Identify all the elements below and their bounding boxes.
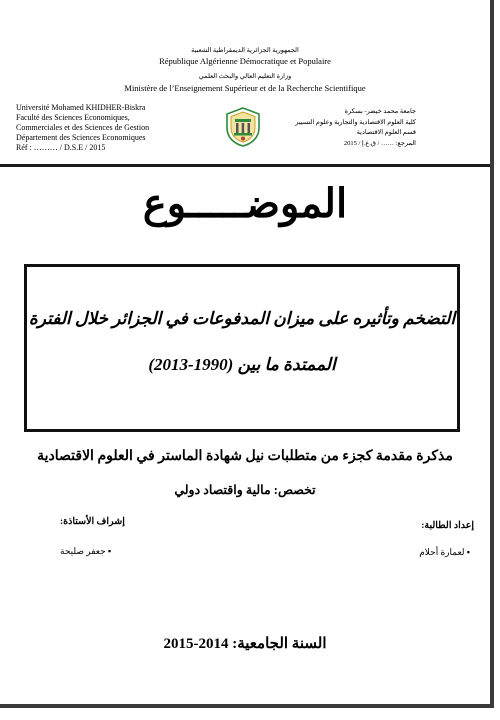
republic-arabic: الجمهورية الجزائرية الديمقراطية الشعبية xyxy=(191,47,299,54)
bullet-icon: ▪ xyxy=(464,547,470,557)
university-name-ar: جامعة محمد خيضر- بسكرة xyxy=(344,108,416,115)
reference-ar: المرجع: …… / ق.ع.إ / 2015 xyxy=(343,139,416,147)
thesis-title-line-1: التضخم وتأثيره على ميزان المدفوعات في الجزائر خلال الفترة xyxy=(28,309,456,328)
university-emblem-icon xyxy=(224,106,262,148)
faculty-line-1: Faculté des Sciences Economiques, xyxy=(16,113,130,122)
student-name-text: لعمارة أحلام xyxy=(419,547,465,557)
page-border-right xyxy=(490,0,494,704)
specialty: تخصص: مالية واقتصاد دولي xyxy=(174,483,316,497)
header-separator xyxy=(0,164,490,167)
student-name xyxy=(419,547,470,558)
supervisor-name-text: جعفر صليحة xyxy=(60,546,106,556)
ministry-french: Ministère de l’Enseignement Supérieur et de la Recherche Scientifique xyxy=(124,83,366,93)
academic-year: السنة الجامعية: 2014-2015 xyxy=(163,636,327,652)
faculty-line-2: Commerciales et des Sciences de Gestion xyxy=(16,123,150,132)
university-french xyxy=(16,103,149,153)
republic-french: République Algérienne Démocratique et Populaire xyxy=(159,56,331,66)
faculty-ar: كلية العلوم الاقتصادية والتجارية وعلوم التسيير xyxy=(295,118,416,126)
thesis-title-line-2: الممتدة ما بين (1990-2013) xyxy=(148,355,336,374)
supervisor-name xyxy=(60,546,111,557)
subject-heading: الموضـــــوع xyxy=(142,181,348,226)
university-name: Université Mohamed KHIDHER-Biskra xyxy=(16,103,146,112)
memo-statement: مذكرة مقدمة كجزء من متطلبات نيل شهادة الماستر في العلوم الاقتصادية xyxy=(37,449,453,464)
student-label: إعداد الطالبة: xyxy=(421,521,474,531)
supervisor-label: إشراف الأستاذة: xyxy=(60,517,125,527)
thesis-title-box xyxy=(24,264,460,432)
bullet-icon: ▪ xyxy=(105,546,112,556)
page-border-bottom xyxy=(0,704,494,708)
reference-french: Réf : ……… / D.S.E / 2015 xyxy=(16,143,106,152)
department-ar: قسم العلوم الاقتصادية xyxy=(356,129,416,136)
university-arabic xyxy=(295,107,416,149)
department-name: Département des Sciences Economiques xyxy=(16,133,146,142)
ministry-arabic: وزارة التعليم العالي والبحث العلمي xyxy=(198,73,292,80)
